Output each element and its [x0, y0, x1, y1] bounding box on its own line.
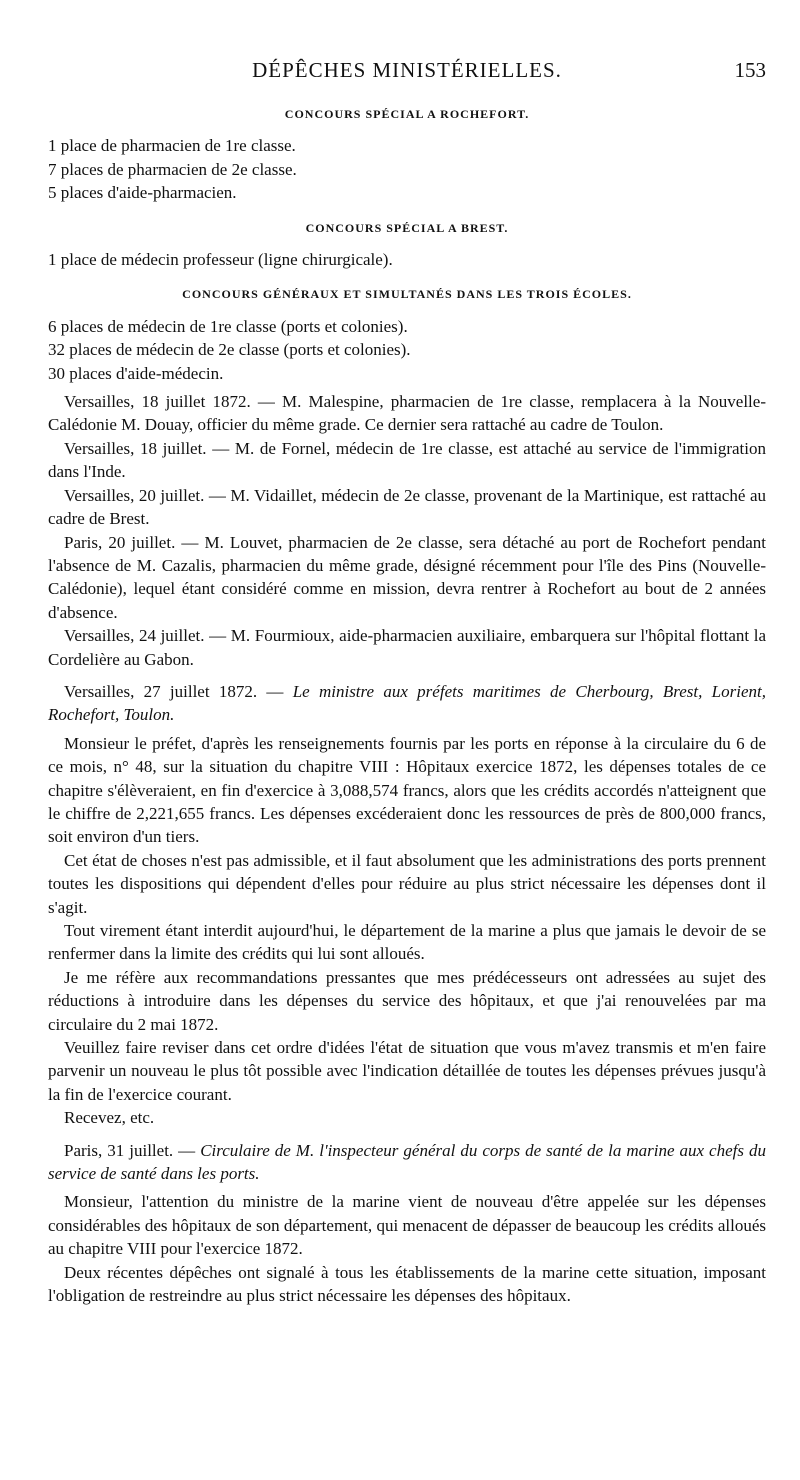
section-title-concours-generaux: CONCOURS GÉNÉRAUX ET SIMULTANÉS DANS LES TROIS ÉCOLES. — [182, 287, 632, 302]
circular-paragraph: Cet état de choses n'est pas admissible, et il faut absolument que les administrations des ports prennent toutes les dispositions qui dépendent d'elles pour réduire au plus strict nécessaire les dépenses dont il s'agit. — [48, 850, 766, 917]
circular-paragraph: Veuillez faire reviser dans cet ordre d'idées l'état de situation que vous m'avez transmis et m'en faire parvenir un nouveau le plus tôt possible avec l'indication détaillée de toutes les dépenses prévues jusqu'à la fin de l'exercice courant. — [48, 1038, 766, 1104]
running-title: DÉPÊCHES MINISTÉRIELLES. — [252, 58, 562, 82]
section-title-rochefort: CONCOURS SPÉCIAL A ROCHEFORT. — [284, 107, 530, 121]
dispatch-entry: Paris, 20 juillet. — M. Louvet, pharmacien de 2e classe, sera détaché au port de Rochefort pendant l'absence de M. Cazalis, pharmacien du même grade, désigné récemment pour l'île des Pins (Nouvelle-Calédonie), lequel étant considéré comme en mission, devra rentrer à Rochefort au bout de 2 années d'absence. — [48, 532, 766, 622]
dispatch-entry: Versailles, 18 juillet 1872. — M. Malespine, pharmacien de 1re classe, remplacera à la Nouvelle-Calédonie M. Douay, officier du même grade. Ce dernier sera rattaché au cadre de Toulon. — [48, 392, 766, 435]
dispatch-entry: Versailles, 20 juillet. — M. Vidaillet, médecin de 2e classe, provenant de la Martinique, est rattaché au cadre de Brest. — [48, 485, 766, 529]
circular-closing: Recevez, etc. — [64, 1108, 155, 1128]
page-header — [48, 58, 766, 92]
dispatch-entry: Versailles, 24 juillet. — M. Fourmioux, aide-pharmacien auxiliaire, embarquera sur l'hôpital flottant la Cordelière au Gabon. — [48, 626, 766, 669]
circular-paragraph: Deux récentes dépêches ont signalé à tous les établissements de la marine cette situation, imposant l'obligation de restreindre au plus strict nécessaire les dépenses des hôpitaux. — [48, 1262, 766, 1306]
circular-date: Versailles, 27 juillet 1872. — — [64, 681, 293, 701]
section-title-brest: CONCOURS SPÉCIAL A BREST. — [305, 220, 509, 235]
list-item: 1 place de pharmacien de 1re classe. — [48, 136, 296, 156]
list-item: 6 places de médecin de 1re classe (ports et colonies). — [48, 316, 408, 336]
circular-heading — [48, 1139, 766, 1186]
list-item: 32 places de médecin de 2e classe (ports et colonies). — [48, 340, 411, 360]
list-item: 30 places d'aide-médecin. — [48, 363, 224, 383]
circular-paragraph: Je me réfère aux recommandations pressantes que mes prédécesseurs ont adressées au sujet des réductions à introduire dans les dépenses du service des hôpitaux, et que j'ai renouvelées par ma circulaire du 2 mai 1872. — [48, 967, 766, 1034]
circular-addressee: Circulaire de M. l'inspecteur général du corps de santé de la marine aux chefs du service de santé dans les ports. — [48, 1140, 766, 1184]
dispatch-entry: Versailles, 18 juillet. — M. de Fornel, médecin de 1re classe, est attaché au service de l'immigration dans l'Inde. — [48, 438, 766, 482]
circular-paragraph: Tout virement étant interdit aujourd'hui, le département de la marine a plus que jamais le devoir de se renfermer dans la limite des crédits qui lui sont alloués. — [48, 921, 766, 964]
circular-paragraph: Monsieur, l'attention du ministre de la marine vient de nouveau d'être appelée sur les dépenses considérables des hôpitaux de son département, qui menacent de dépasser de beaucoup les crédits alloués au chapitre VIII pour l'exercice 1872. — [48, 1192, 766, 1259]
list-item: 7 places de pharmacien de 2e classe. — [48, 159, 297, 179]
circular-heading — [48, 680, 766, 727]
page-number: 153 — [734, 58, 766, 82]
page-content — [48, 100, 766, 1308]
list-item: 5 places d'aide-pharmacien. — [48, 183, 237, 203]
circular-paragraph: Monsieur le préfet, d'après les renseignements fournis par les ports en réponse à la circulaire du 6 de ce mois, n° 48, sur la situation du chapitre VIII : Hôpitaux exercice 1872, les dépenses totales de ce chapitre s'élèveraient, en fin d'exercice à 3,088,574 francs, alors que les crédits accordés n'atteignent que le chiffre de 2,221,655 francs. Les dépenses excéderaient donc les ressources de près de 800,000 francs, soit environ d'un tiers. — [48, 733, 766, 847]
list-item: 1 place de médecin professeur (ligne chirurgicale). — [48, 250, 393, 270]
circular-addressee: Le ministre aux préfets maritimes de Cherbourg, Brest, Lorient, Rochefort, Toulon. — [48, 681, 766, 725]
circular-date: Paris, 31 juillet. — — [64, 1140, 201, 1160]
